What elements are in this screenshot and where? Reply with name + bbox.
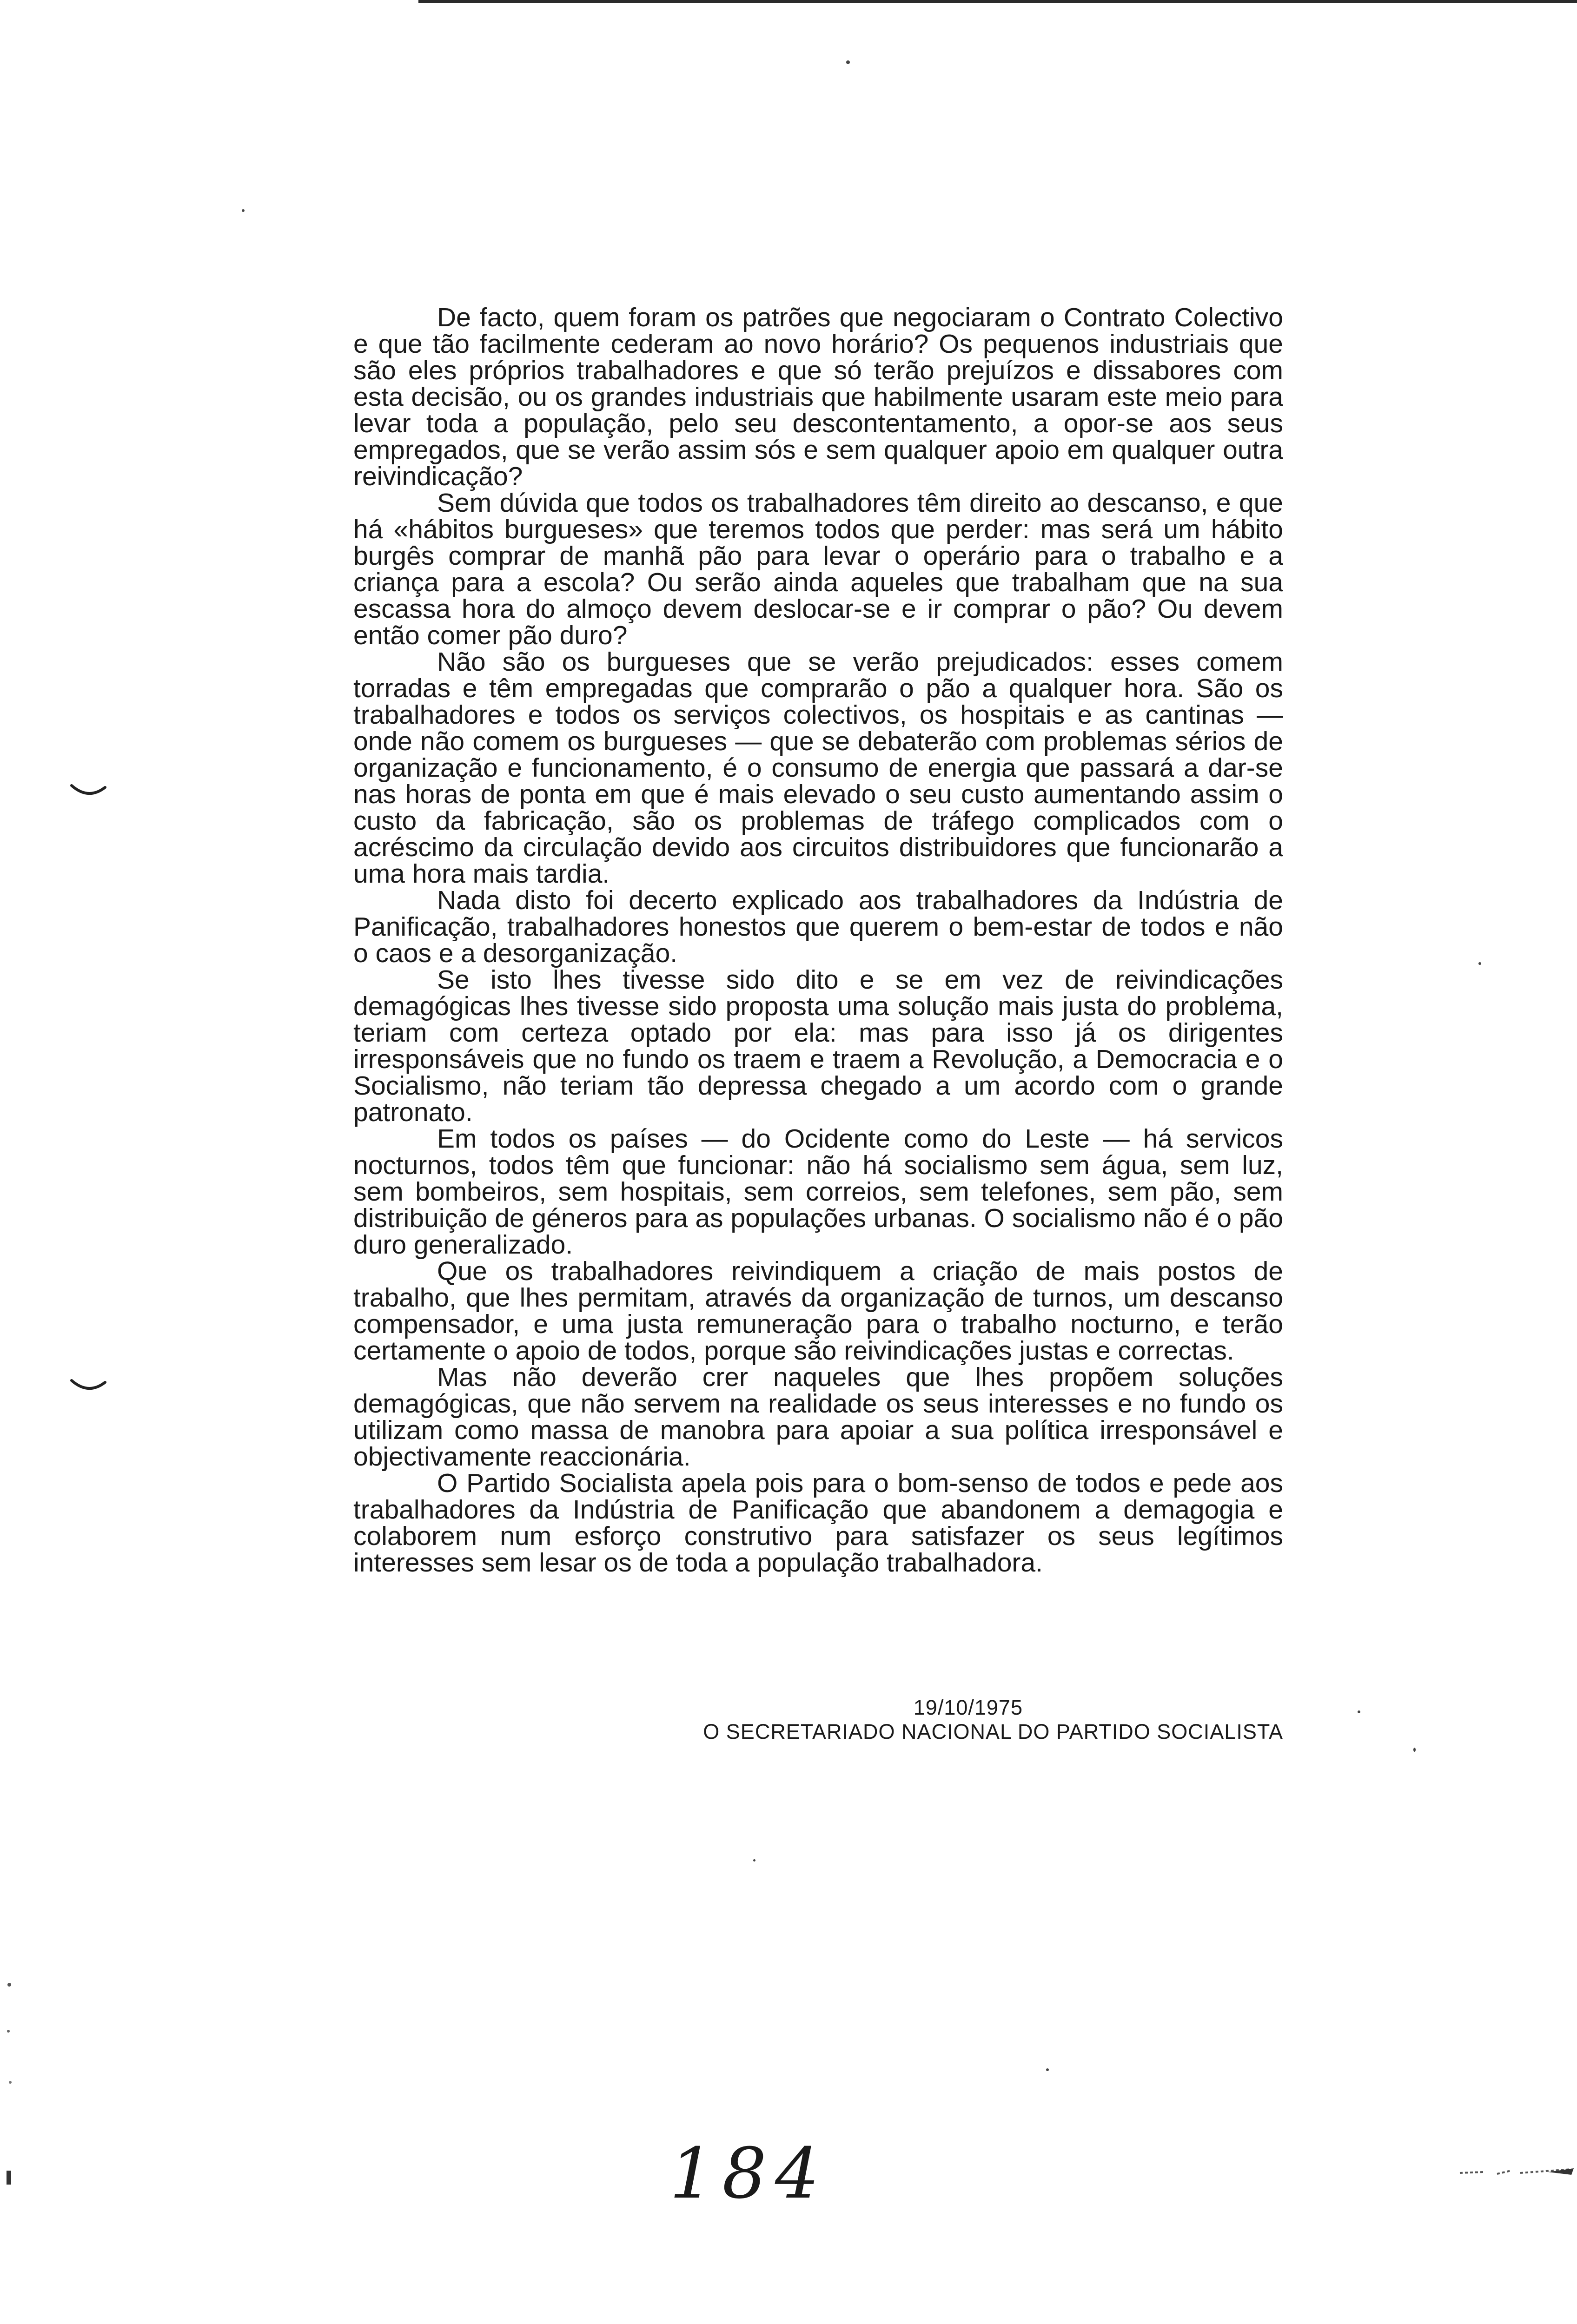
scan-speck bbox=[242, 209, 245, 212]
scan-smudge bbox=[1455, 2164, 1576, 2178]
scan-speck bbox=[1046, 2068, 1049, 2071]
scan-speck bbox=[846, 60, 850, 64]
document-signature: O SECRETARIADO NACIONAL DO PARTIDO SOCIALISTA bbox=[703, 1720, 1283, 1743]
paragraph: Se isto lhes tivesse sido dito e se em vez de reivindicações demagógicas lhes tivesse sido proposta uma solução mais justa do problema, teriam com certeza optado por ela: mas para isso já os dirigentes irresponsáveis que no fundo os traem e traem a Revolução, a Democracia e o Socialismo, não teriam tão depressa chegado a um acordo com o grande patronato. bbox=[353, 965, 1283, 1127]
paragraph: O Partido Socialista apela pois para o bom-senso de todos e pede aos trabalhadores da Indústria de Panificação que abandonem a demagogia e colaborem num esforço construtivo para satisfazer os seus legítimos interesses sem lesar os de toda a população trabalhadora. bbox=[353, 1468, 1283, 1578]
paragraph: Não são os burgueses que se verão prejudicados: esses comem torradas e têm empregadas que comprarão o pão a qualquer hora. São os trabalhadores e todos os serviços colectivos, os hospitais e as cantinas — onde não comem os burgueses — que se debaterão com problemas sérios de organização e funcionamento, é o consumo de energia que passará a dar-se nas horas de ponta em que é mais elevado o seu custo aumentando assim o custo da fabricação, são os problemas de tráfego complicados com o acréscimo da circulação devido aos circuitos distribuidores que funcionarão a uma hora mais tardia. bbox=[353, 647, 1283, 889]
document-body bbox=[353, 304, 1283, 1576]
handwritten-page-number: 184 bbox=[669, 2133, 828, 2214]
paragraph: De facto, quem foram os patrões que negociaram o Contrato Colectivo e que tão facilmente cederam ao novo horário? Os pequenos industriais que são eles próprios trabalhadores e que só terão prejuízos e dissabores com esta decisão, ou os grandes industriais que habilmente usaram este meio para levar toda a população, pelo seu descontentamento, a opor-se aos seus empregados, que se verão assim sós e sem qualquer apoio em qualquer outra reivindicação? bbox=[353, 303, 1283, 491]
scan-edge-marks bbox=[0, 1975, 28, 2208]
paragraph: Mas não deverão crer naqueles que lhes propõem soluções demagógicas, que não servem na realidade os seus interesses e no fundo os utilizam como massa de manobra para apoiar a sua política irresponsável e objectivamente reaccionária. bbox=[353, 1362, 1283, 1472]
document-date: 19/10/1975 bbox=[913, 1696, 1023, 1719]
binding-hole-mark bbox=[70, 1371, 107, 1399]
scan-speck bbox=[1478, 962, 1481, 965]
paragraph: Sem dúvida que todos os trabalhadores têm direito ao descanso, e que há «hábitos burgueses» que teremos todos que perder: mas será um hábito burgês comprar de manhã pão para levar o operário para o trabalho e a criança para a escola? Ou serão ainda aqueles que trabalham que na sua escassa hora do almoço devem deslocar-se e ir comprar o pão? Ou devem então comer pão duro? bbox=[353, 488, 1283, 650]
paragraph: Que os trabalhadores reivindiquem a criação de mais postos de trabalho, que lhes permitam, através da organização de turnos, um descanso compensador, e uma justa remuneração para o trabalho nocturno, e terão certamente o apoio de todos, porque são reivindicações justas e correctas. bbox=[353, 1256, 1283, 1366]
paragraph: Em todos os países — do Ocidente como do Leste — há servicos nocturnos, todos têm que funcionar: não há socialismo sem água, sem luz, sem bombeiros, sem hospitais, sem correios, sem telefones, sem pão, sem distribuição de géneros para as populações urbanas. O socialismo não é o pão duro generalizado. bbox=[353, 1124, 1283, 1260]
scan-speck bbox=[753, 1859, 755, 1862]
paragraph: Nada disto foi decerto explicado aos trabalhadores da Indústria de Panificação, trabalhadores honestos que querem o bem-estar de todos e não o caos e a desorganização. bbox=[353, 885, 1283, 968]
binding-hole-mark bbox=[70, 776, 107, 804]
scan-speck bbox=[1358, 1710, 1360, 1713]
scan-speck bbox=[1413, 1748, 1416, 1752]
top-edge-rule bbox=[418, 0, 1577, 3]
